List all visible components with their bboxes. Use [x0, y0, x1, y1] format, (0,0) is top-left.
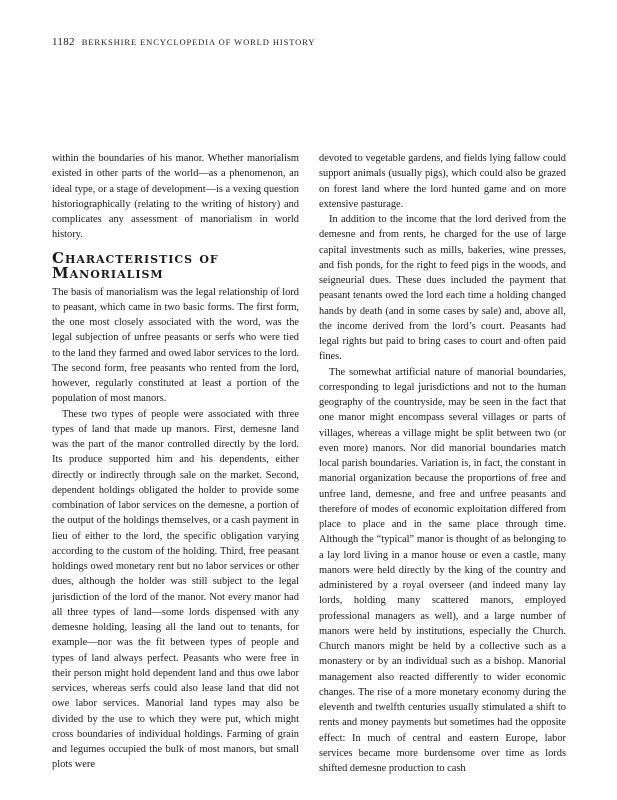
running-header [52, 36, 315, 48]
left-column [52, 151, 299, 773]
body-paragraph: In addition to the income that the lord derived from the demesne and from rents, he charged for the use of large capital investments such as mills, bakeries, wine presses, and fish ponds, for the right to feed pigs in the woods, and seigneurial dues. These dues included the payment that peasant tenants owed the lord each time a holding changed hands by death (and in some cases by sale) and, above all, the income derived from the lord’s court. Peasants had legal rights but paid to bring cases to court and often paid fines. [319, 214, 566, 363]
page-number: 1182 [52, 36, 75, 48]
body-paragraph: The somewhat artificial nature of manorial boundaries, corresponding to legal jurisdictions and not to the human geography of the countryside, may be seen in the fact that one manor might encompass several villages or parts of villages, whereas a village might be split between two (or even more) manors. Nor did manorial boundaries match local parish boundaries. Variation is, in fact, the constant in manorial organization because the proportions of free and unfree land, demesne, and free and unfree peasants and therefore of modes of economic exploitation differed from place to place and in the same place through time. Although the “typical” manor is thought of as belonging to a lay lord living in a manor house or even a castle, many manors were held directly by the king of the country and administered by a royal overseer (and indeed many lay lords, holding many scattered manors, employed professional managers as well), and a large number of manors were held by institutions, especially the Church. Church manors might be held by a collective such as a monastery or by an individual such as a bishop. Manorial management also reacted differently to wider economic changes. The rise of a more monetary economy during the eleventh and twelfth centuries usually stimulated a shift to rents and money payments but sometimes had the opposite effect: In much of central and eastern Europe, labor services became more burdensome over time as lords shifted demesne production to cash [319, 366, 566, 774]
body-paragraph: These two types of people were associated with three types of land that made up manors. First, demesne land was the part of the manor controlled directly by the lord. Its produce supported him and his dependents, either directly or indirectly through sale on the market. Second, dependent holdings obligated the holder to provide some combination of labor services on the demesne, a portion of the output of the holdings themselves, or a cash payment in lieu of either to the lord, the specific obligation varying according to the custom of the holding. Third, free peasant holdings owed monetary rent but no labor services or other dues, although the holder was still subject to the legal jurisdiction of the lord of the manor. Not every manor had all three types of land—some lords dispensed with any demesne holding, leasing all the land out to tenants, for example—nor was the fit between types of people and types of land always perfect. Peasants who were free in their person might hold dependent land and thus owe labor services, whereas serfs could also lease land that did not owe labor services. Manorial land types may also be divided by the use to which they were put, which might cross boundaries of individual holdings. Farming of grain and legumes occupied the bulk of most manors, but small plots were [52, 408, 299, 771]
right-column [319, 151, 566, 776]
body-paragraph: The basis of manorialism was the legal relationship of lord to peasant, which came in two basic forms. The first form, the one most closely associated with the word, was the legal subjection of unfree peasants or serfs who were tied to the land they farmed and owed labor services to the lord. The second form, free peasants who rented from the lord, however, regularly constituted at least a portion of the population of most manors. [52, 286, 299, 405]
publication-title: BERKSHIRE ENCYCLOPEDIA OF WORLD HISTORY [81, 37, 316, 47]
section-heading: Characteristics of Manorialism [52, 248, 219, 282]
intro-paragraph: within the boundaries of his manor. Whether manorialism existed in other parts of the world—as a phenomenon, an ideal type, or a stage of development—is a vexing question historiographically (relating to the writing of history) and complicates any assessment of manorialism in world history. [52, 153, 299, 241]
continuation-paragraph: devoted to vegetable gardens, and fields lying fallow could support animals (usually pigs), which could also be grazed on forest land where the lord hunted game and on more extensive pasturage. [319, 153, 566, 210]
